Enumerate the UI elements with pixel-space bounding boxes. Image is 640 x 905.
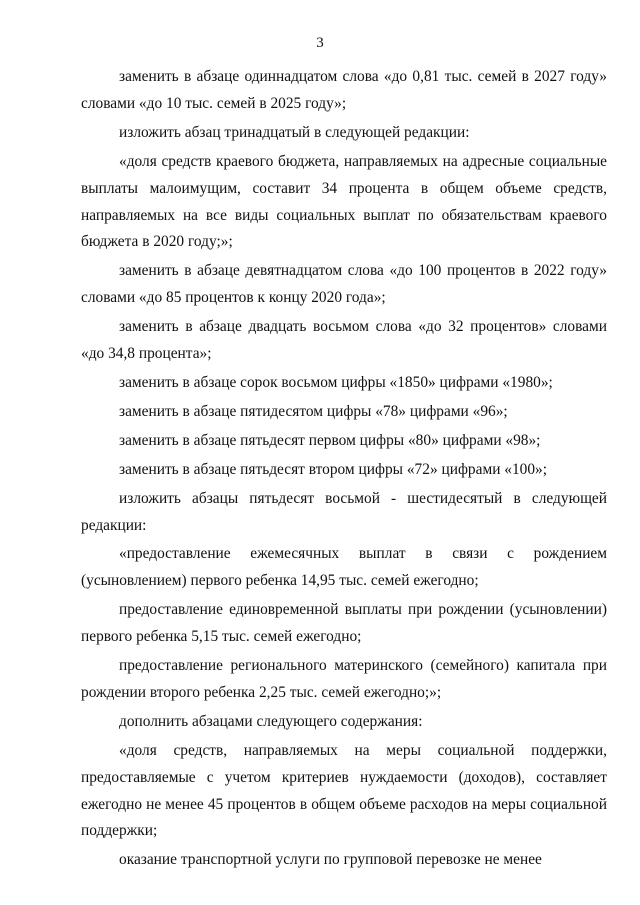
paragraph-13: предоставление регионального материнского (семейного) капитала при рождении второго ребенка 2,25 тыс. семей ежегодно;»; (81, 657, 607, 701)
paragraph-2: изложить абзац тринадцатый в следующей редакции: (119, 123, 470, 141)
paragraph-8: заменить в абзаце пятьдесят первом цифры «80» цифрами «98»; (119, 431, 541, 449)
paragraph-11: «предоставление ежемесячных выплат в связи с рождением (усыновлением) первого ребенка 14,95 тыс. семей ежегодно; (81, 545, 607, 590)
paragraph-9: заменить в абзаце пятьдесят втором цифры «72» цифрами «100»; (119, 460, 548, 478)
document-body (81, 64, 607, 876)
paragraph-5: заменить в абзаце двадцать восьмом слова «до 32 процентов» словами «до 34,8 процента»; (81, 318, 607, 363)
paragraph-1: заменить в абзаце одиннадцатом слова «до 0,81 тыс. семей в 2027 году» словами «до 10 тыс. семей в 2025 году»; (81, 68, 607, 112)
paragraph-16: оказание транспортной услуги по групповой перевозке не менее (119, 851, 542, 869)
paragraph-15: «доля средств, направляемых на меры социальной поддержки, предоставляемые с учетом критериев нуждаемости (доходов), составляет ежегодно не менее 45 процентов в общем объеме расходов на меры социальной поддержки; (81, 741, 607, 840)
paragraph-12: предоставление единовременной выплаты при рождении (усыновлении) первого ребенка 5,15 тыс. семей ежегодно; (81, 601, 607, 646)
paragraph-7: заменить в абзаце пятидесятом цифры «78» цифрами «96»; (119, 402, 508, 420)
paragraph-14: дополнить абзацами следующего содержания: (119, 712, 423, 730)
page-number: 3 (316, 35, 324, 51)
paragraph-3: «доля средств краевого бюджета, направляемых на адресные социальные выплаты малоимущим, составит 34 процента в общем объеме средств, направляемых на все виды социальных выплат по обязательствам краевого бюджета в 2020 году;»; (81, 152, 607, 251)
paragraph-6: заменить в абзаце сорок восьмом цифры «1850» цифрами «1980»; (119, 373, 553, 391)
paragraph-10: изложить абзацы пятьдесят восьмой - шестидесятый в следующей редакции: (81, 489, 607, 534)
paragraph-4: заменить в абзаце девятнадцатом слова «до 100 процентов в 2022 году» словами «до 85 процентов к концу 2020 года»; (81, 262, 607, 307)
